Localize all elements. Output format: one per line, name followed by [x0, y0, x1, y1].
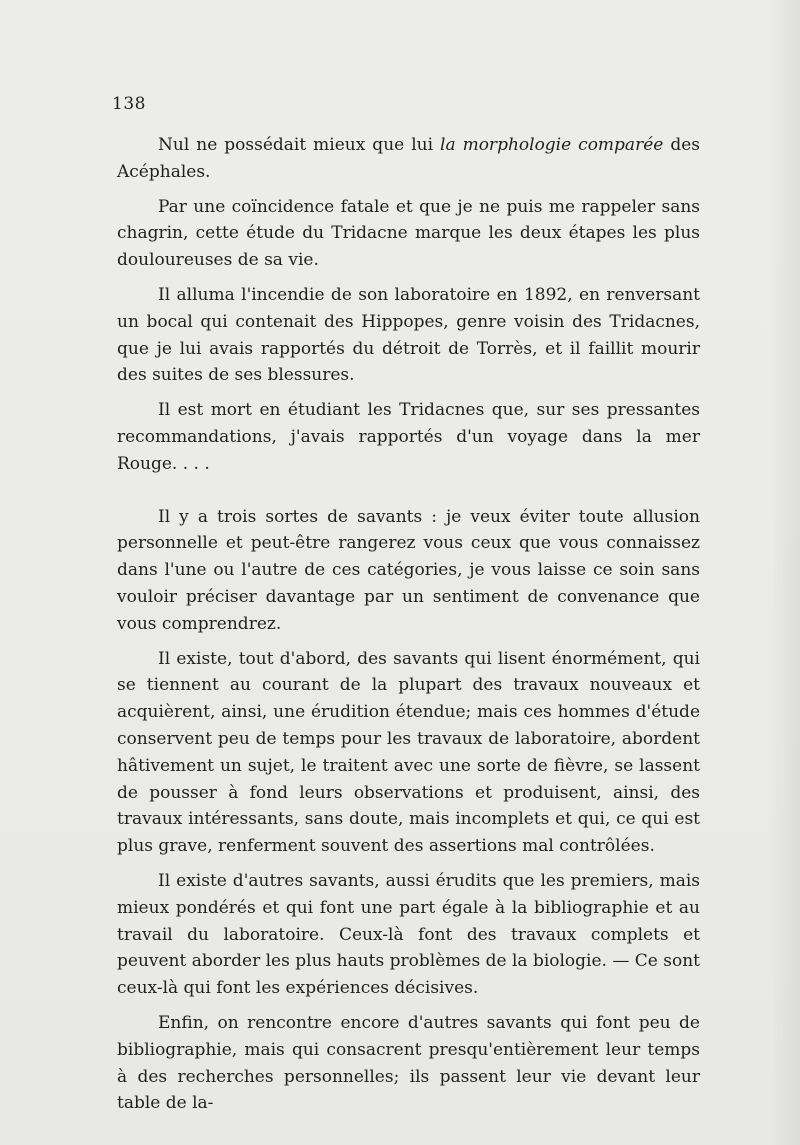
page-number: 138: [112, 94, 146, 114]
paragraph-three-kinds: Il y a trois sortes de savants : je veux éviter toute allusion personnelle et peut-être rangerez vous ceux que vous connaissez dans l'une ou l'autre de ces catégories, je vous laisse ce soin sans vouloir préciser davantage par un sentiment de convenance que vous comprendrez.: [117, 506, 700, 634]
page-edge-shadow: [770, 0, 800, 1145]
paragraph-death: Il est mort en étudiant les Tridacnes que, sur ses pressantes recommandations, j'avais rapportés d'un voyage dans la mer Rouge. . . .: [117, 400, 700, 474]
paragraph-second-kind: Il existe d'autres savants, aussi érudits que les premiers, mais mieux pondérés et qui font une part égale à la bibliographie et au travail du laboratoire. Ceux-là font des travaux complets et peuvent aborder les plus hauts problèmes de la biologie. — Ce sont ceux-là qui font les expériences décisives.: [117, 870, 700, 999]
page-body: [117, 132, 700, 1117]
paragraph-third-kind: Enfin, on rencontre encore d'autres savants qui font peu de bibliographie, mais qui consacrent presqu'entièrement leur temps à des recherches personnelles; ils passent leur vie devant leur table de la-: [117, 1012, 700, 1114]
paragraph-morphology: [117, 132, 700, 186]
paragraph-first-kind: Il existe, tout d'abord, des savants qui lisent énormément, qui se tiennent au courant de la plupart des travaux nouveaux et acquièrent, ainsi, une érudition étendue; mais ces hommes d'étude conservent peu de temps pour les travaux de laboratoire, abordent hâtivement un sujet, le traitent avec une sorte de fièvre, se lassent de pousser à fond leurs observations et produisent, ainsi, des travaux intéressants, sans doute, mais incomplets et qui, ce qui est plus grave, renferment souvent des assertions mal contrôlées.: [117, 648, 700, 857]
paragraph-coincidence: Par une coïncidence fatale et que je ne puis me rappeler sans chagrin, cette étude du Tridacne marque les deux étapes les plus douloureuses de sa vie.: [117, 196, 700, 271]
section-break: [117, 486, 700, 504]
paragraph-fire: Il alluma l'incendie de son laboratoire en 1892, en renversant un bocal qui contenait des Hippopes, genre voisin des Tridacnes, que je lui avais rapportés du détroit de Torrès, et il faillit mourir des suites de ses blessures.: [117, 284, 700, 386]
italic-phrase: la morphologie comparée: [440, 135, 664, 155]
paragraph-text: Nul ne possédait mieux que lui: [158, 135, 441, 155]
paragraph-text: des Acéphales.: [117, 135, 700, 182]
